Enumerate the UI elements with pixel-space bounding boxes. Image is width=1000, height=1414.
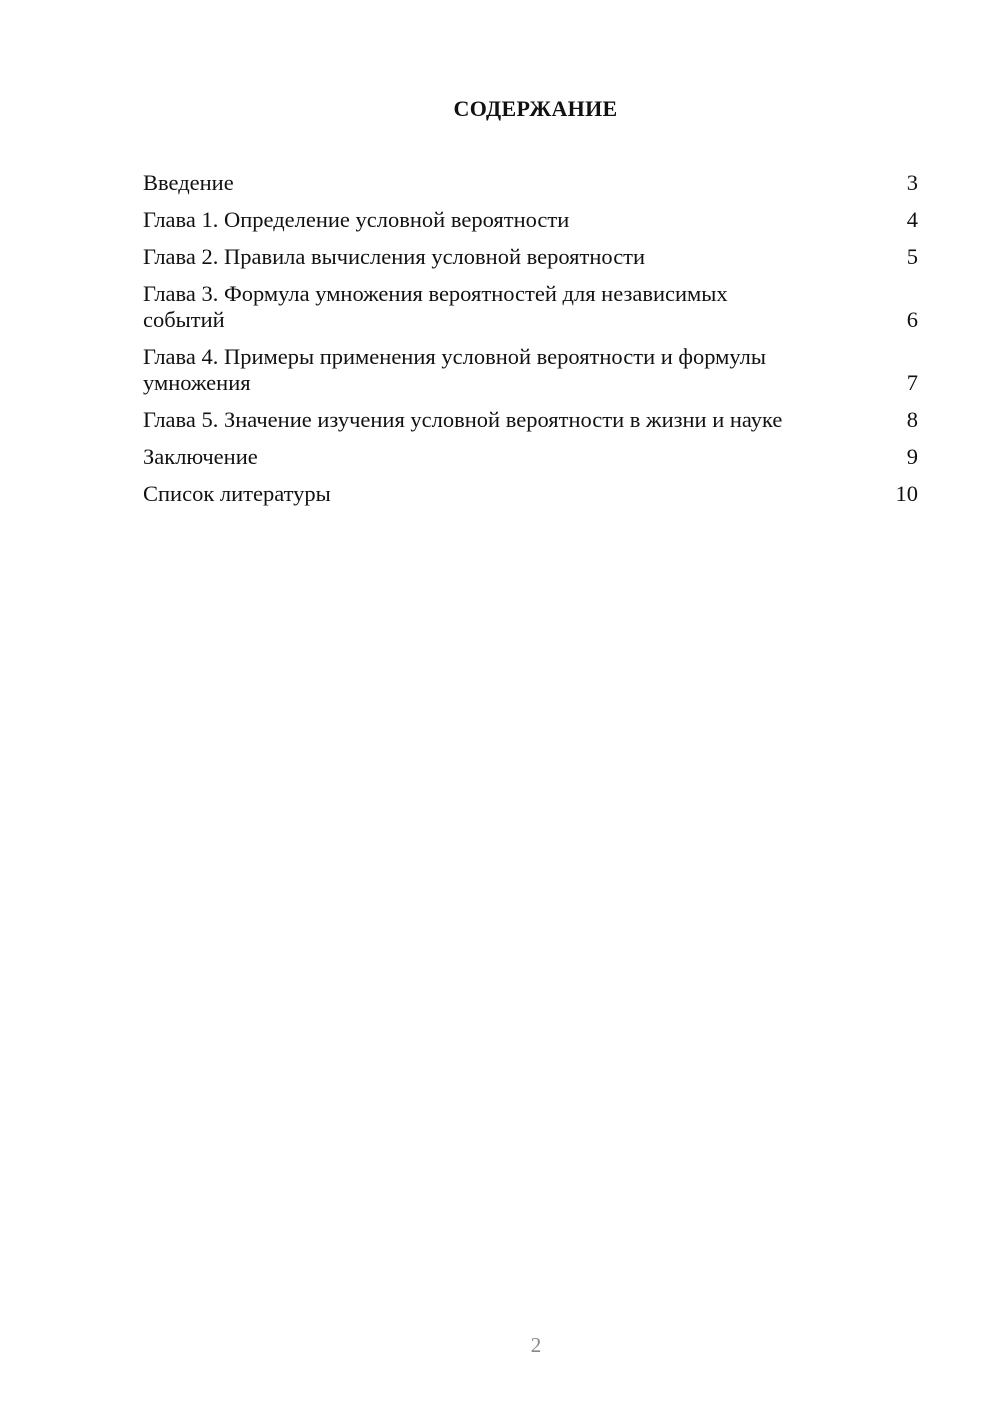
toc-title: СОДЕРЖАНИЕ	[453, 96, 618, 121]
toc-entry-label: Заключение	[143, 444, 258, 469]
toc-entry-label: Глава 2. Правила вычисления условной вероятности	[143, 244, 646, 269]
toc-entry-chapter-2[interactable]	[143, 244, 918, 270]
toc-entry-page: 3	[906, 170, 918, 195]
toc-entry-label: Глава 4. Примеры применения условной вероятности и формулы умножения	[143, 344, 766, 395]
toc-entry-page: 5	[906, 244, 918, 269]
toc-entry-page: 7	[906, 370, 918, 395]
toc-entry-label: Глава 3. Формула умножения вероятностей для независимых событий	[143, 281, 728, 332]
toc-entry-chapter-3[interactable]	[143, 281, 918, 333]
toc-entry-page: 8	[906, 407, 918, 432]
toc-entry-chapter-4[interactable]	[143, 344, 918, 396]
toc-entry-page: 9	[906, 444, 918, 469]
page-number: 2	[530, 1333, 542, 1357]
toc-entry-label: Введение	[143, 170, 234, 195]
toc-entry-page: 6	[906, 307, 918, 332]
toc-entry-label: Глава 1. Определение условной вероятности	[143, 207, 570, 232]
toc-entry-chapter-1[interactable]	[143, 207, 918, 233]
toc-entry-chapter-5[interactable]	[143, 407, 918, 433]
toc-entry-introduction[interactable]	[143, 170, 918, 196]
toc-entry-page: 4	[906, 207, 918, 232]
toc-entry-conclusion[interactable]	[143, 444, 918, 470]
toc-entry-label: Список литературы	[143, 481, 331, 506]
table-of-contents	[143, 170, 918, 518]
toc-entry-page: 10	[895, 481, 918, 506]
toc-title-container	[143, 96, 918, 122]
toc-entry-label: Глава 5. Значение изучения условной вероятности в жизни и науке	[143, 407, 783, 432]
toc-entry-bibliography[interactable]	[143, 481, 918, 507]
